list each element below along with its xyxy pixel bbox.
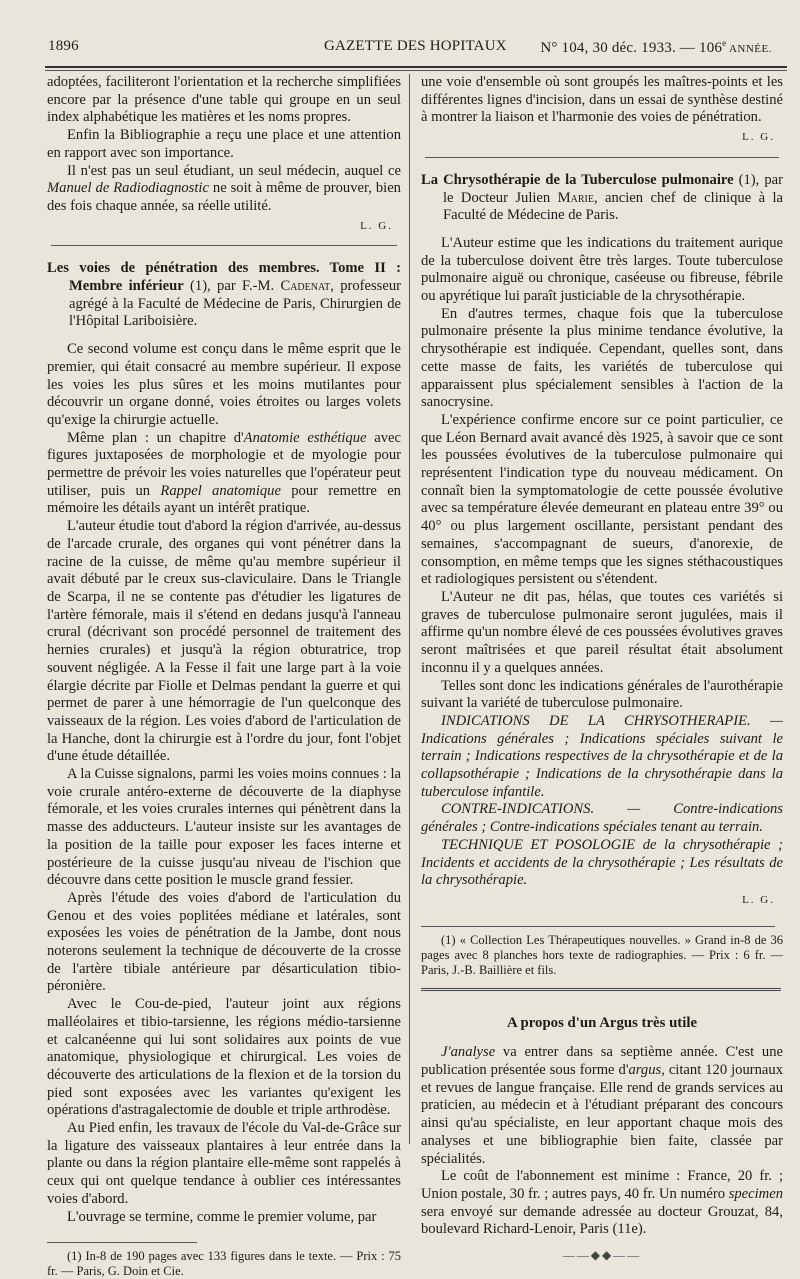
paragraph: Après l'étude des voies d'abord de l'articulation du Genou et des voies poplitées médiane et latérales, sont exposées les voies de pénétration de la Jambe, dont nous noterons seulement la technique de découverte de la crosse de l'artère tibiale antérieure par désarticulation tibio-péronière.	[47, 889, 401, 995]
paragraph: INDICATIONS DE LA CHRYSOTHERAPIE. — Indications générales ; Indications spéciales suivant le terrain ; Indications respectives de la chrysothérapie et de la collapsothérapie ; Indications de la chrysothérapie dans la tuberculose infantile.	[421, 712, 783, 800]
paragraph: L'ouvrage se termine, comme le premier volume, par	[67, 1208, 377, 1225]
paragraph: L'expérience confirme encore sur ce point particulier, ce que Léon Bernard avait avancé dès 1925, à savoir que ce sont les poussées évolutives de la tuberculose pulmonaire qui représentent l'indication type du nouveau médicament. On connaît bien la symptomatologie de cette poussée évolutive avec sa température élevée demeurant en plateau entre 39° ou 40° ou plus largement oscillante, persistant pendant des semaines, s'accompagnant de sueurs, d'anorexie, de consomption, en même temps que les signes stéthacoustiques et radiologiques persistent ou s'étendent.	[421, 411, 783, 588]
paragraph: Il n'est pas un seul étudiant, un seul médecin, auquel ce Manuel de Radiodiagnostic ne soit à même de prouver, bien des fois chaque année, sa réelle utilité.	[47, 162, 401, 214]
paragraph: une voie d'ensemble où sont groupés les maîtres-points et les différentes lignes d'incision, dans un essai de synthèse destiné à montrer la liaison et l'harmonie des voies de pénétration.	[421, 74, 783, 126]
paragraph: adoptées, faciliteront l'orientation et la recherche simplifiées encore par la présence d'une table qui groupe en un seul index alphabétique les matières et les noms propres.	[47, 74, 401, 126]
paragraph: L'Auteur ne dit pas, hélas, que toutes ces variétés si graves de tuberculose pulmonaire seront jugulées, mais il affirme qu'un nombre élevé de ces poussées évolutives graves seront maîtrisées et que pareil résultat était absolument inconnu il y a quelques années.	[421, 588, 783, 676]
paragraph: Enfin la Bibliographie a reçu une place et une attention en rapport avec son importance.	[47, 127, 401, 161]
paragraph: Telles sont donc les indications générales de l'aurothérapie suivant la variété de tuberculose pulmonaire.	[421, 677, 783, 712]
journal-title: GAZETTE DES HOPITAUX	[324, 38, 507, 54]
paragraph: Avec le Cou-de-pied, l'auteur joint aux régions malléolaires et tibio-tarsienne, les régions médio-tarsienne et calcanéenne qui lui sont solidaires aux points de vue anatomique, physiologique et chirurgical. Les voies de découverte des articulations de la flexion et de la torsion du pied sont exposées avec les variantes qu'exigent les opérations d'astragalectomie de double et triple arthrodèse.	[47, 996, 401, 1119]
section-rule	[425, 157, 779, 158]
paragraph: A la Cuisse signalons, parmi les voies moins connues : la voie crurale antéro-externe de découverte de la diaphyse fémorale, et les voies crurales internes qui pénètrent dans la masse des adducteurs. L'auteur insiste sur les avantages de la position de la taille pour exposer les faces interne et postérieure de la cuisse jusqu'au niveau de l'ischion que découvre dans cette position le muscle grand fessier.	[47, 766, 401, 889]
signature: L. G.	[742, 131, 775, 144]
section-rule	[51, 245, 397, 246]
header-rule-thin	[45, 70, 787, 71]
right-column	[421, 74, 783, 1265]
footnote: (1) « Collection Les Thérapeutiques nouvelles. » Grand in-8 de 36 pages avec 8 planches hors texte de radiographies. — Prix : 6 fr. — Paris, J.-B. Baillière et fils.	[421, 932, 783, 977]
review-heading: Les voies de pénétration des membres. Tome II : Membre inférieur (1), par F.-M. Cadenat, professeur agrégé à la Faculté de Médecine de Paris, Chirurgien de l'Hôpital Lariboisière.	[47, 260, 401, 330]
column-divider	[409, 74, 410, 1144]
paragraph: Au Pied enfin, les travaux de l'école du Val-de-Grâce sur la ligature des vaisseaux plantaires à leur entrée dans la plante ou dans la région plantaire elle-même sont rappelés à ceux qui ont quelque tendance à oublier ces intéressantes voies d'abord.	[47, 1120, 401, 1207]
paragraph: J'analyse va entrer dans sa septième année. C'est une publication présentée sous forme d'argus, citant 120 journaux et revues de langue française. Elle rend de grands services au praticien, au médecin et à l'étudiant préparant des concours ainsi qu'au spécialiste, en leur apportant chaque mois des analyses et une bibliographie bien faite, classée par spécialités.	[421, 1044, 784, 1167]
header-rule	[45, 66, 787, 68]
review-heading: La Chrysothérapie de la Tuberculose pulmonaire (1), par le Docteur Julien Marie, ancien chef de clinique à la Faculté de Médecine de Paris.	[421, 171, 784, 224]
footnote-rule	[47, 1242, 197, 1243]
page-number: 1896	[48, 38, 79, 54]
issue-info: N° 104, 30 déc. 1933. — 106e ANNÉE.	[540, 38, 772, 56]
paragraph: Même plan : un chapitre d'Anatomie esthétique avec figures juxtaposées de morphologie et de myologie pour permettre de prévoir les voies naturelles que l'opérateur peut utiliser, puis un Rappel anatomique pour remettre en mémoire les détails ayant un intérêt pratique.	[47, 429, 401, 517]
footnote-rule	[421, 926, 775, 927]
left-column	[47, 74, 401, 1279]
paragraph: L'auteur étudie tout d'abord la région d'arrivée, au-dessus de l'arcade crurale, des organes qui vont pénétrer dans la racine de la cuisse, de même qu'au membre supérieur il avait débuté par le creux sus-claviculaire. Dans le Triangle de Scarpa, il ne se contente pas d'étudier les ligatures de l'artère fémorale, mais il s'étend en dedans jusqu'à l'anneau crural (décrivant son procédé personnel de traitement des hernies crurales) et jusqu'à la région obturatrice, trop souvent négligée. A la Fesse il fait une large part à la voie élargie décrite par Fiolle et Delmas pendant la guerre et qui permet de parer à une hémorragie de l'un quelconque des vaisseaux de la région. Les voies d'abord de l'articulation de la Hanche, dont la chirurgie est à l'ordre du jour, font l'objet d'une étude détaillée.	[47, 518, 401, 765]
footnote: (1) In-8 de 190 pages avec 133 figures dans le texte. — Prix : 75 fr. — Paris, G. Doin et Cie.	[47, 1249, 401, 1279]
paragraph: Ce second volume est conçu dans le même esprit que le premier, qui était consacré au membre supérieur. Il expose les voies les plus sûres et les moins mutilantes pour découvrir un organe donné, voies étroites ou larges volets qu'exige la chirurgie actuelle.	[47, 341, 401, 428]
paragraph: CONTRE-INDICATIONS. — Contre-indications générales ; Contre-indications spéciales tenant au terrain.	[421, 801, 783, 836]
signature: L. G.	[742, 893, 775, 906]
paragraph: En d'autres termes, chaque fois que la tuberculose pulmonaire présente la plus minime tendance évolutive, la chrysothérapie est indiquée. Cependant, quelles sont, dans cette masse de faits, les variétés de tuberculose qui apparaissent plus spécialement sensibles à l'action de la sanocrysine.	[421, 305, 783, 411]
paragraph: L'Auteur estime que les indications du traitement aurique de la tuberculose doivent être très larges. Toute tuberculose pulmonaire aiguë ou chronique, caséeuse ou fibreuse, fébrile ou apyrétique lui paraît justiciable de la chrysothérapie.	[421, 234, 783, 305]
section-double-rule	[421, 988, 781, 991]
review-heading: A propos d'un Argus très utile	[506, 1014, 698, 1031]
paragraph: Le coût de l'abonnement est minime : France, 20 fr. ; Union postale, 30 fr. ; autres pays, 40 fr. Un numéro specimen sera envoyé sur demande adressée au docteur Grouzat, 84, boulevard Richard-Lenoir, Paris (11e).	[421, 1168, 783, 1238]
paragraph: TECHNIQUE ET POSOLOGIE de la chrysothérapie ; Incidents et accidents de la chrysothérapie ; Les résultats de la chrysothérapie.	[421, 836, 783, 889]
signature: L. G.	[360, 219, 393, 232]
page-header	[48, 38, 778, 60]
fleuron-ornament: ——◆◆——	[562, 1248, 642, 1263]
